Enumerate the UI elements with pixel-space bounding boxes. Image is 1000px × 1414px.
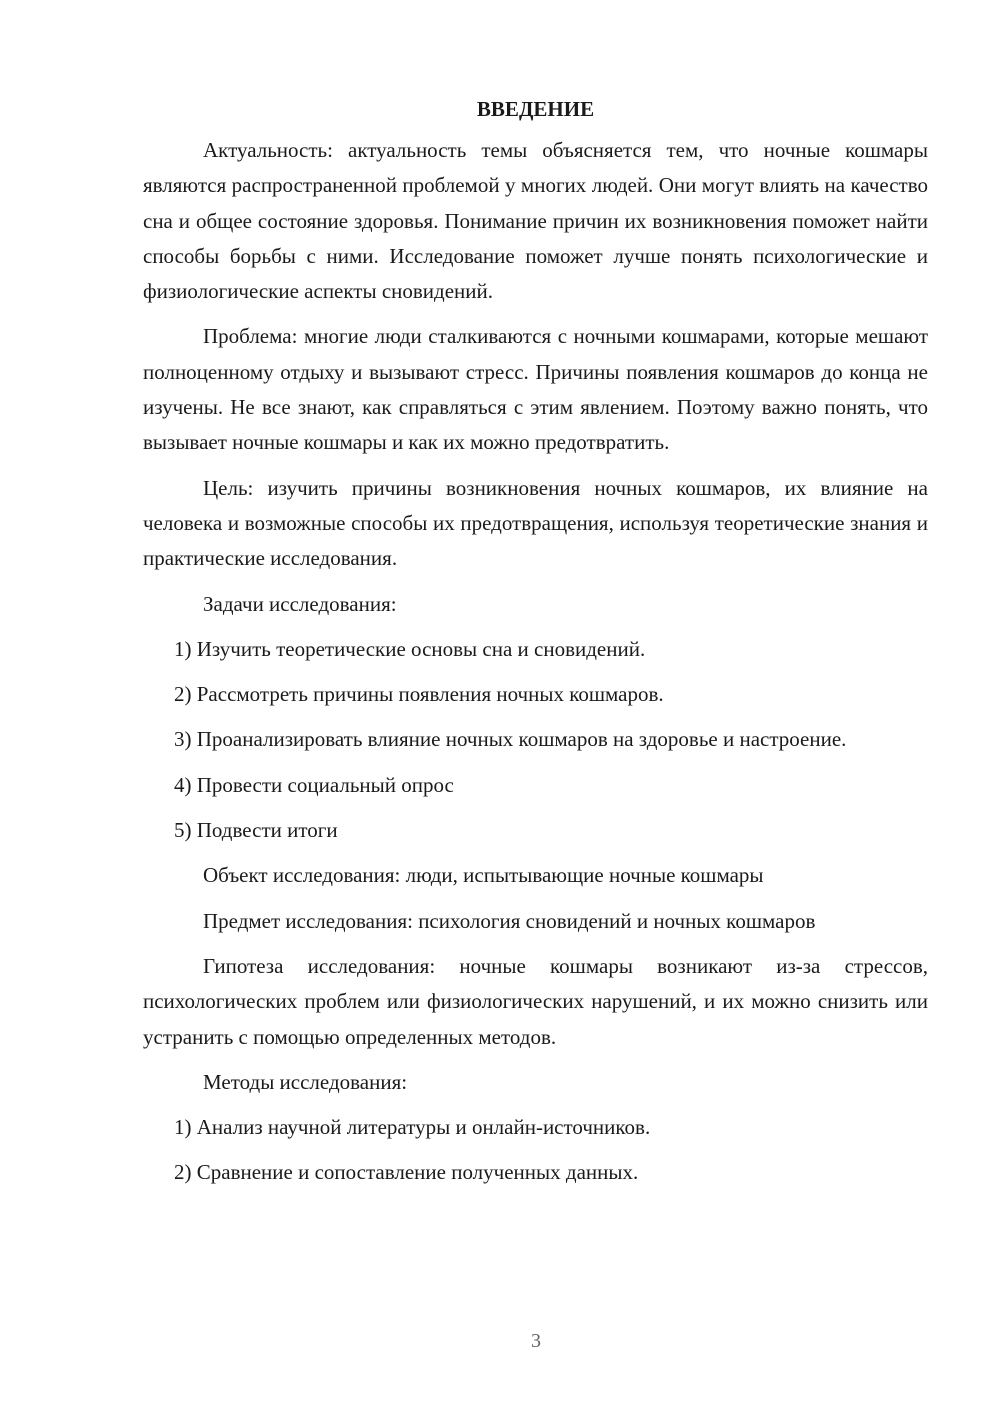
page-number: 3 [531,1330,541,1352]
research-subject: Предмет исследования: психология сновидений и ночных кошмаров [203,908,816,933]
tasks-heading: Задачи исследования: [203,591,397,616]
task-item-5: 5) Подвести итоги [174,818,338,843]
problem-paragraph: Проблема: многие люди сталкиваются с ночными кошмарами, которые мешают полноценному отдыху и вызывают стресс. Причины появления кошмаров до конца не изучены. Не все знают, как справляться с этим явлением. Поэтому важно понять, что вызывает ночные кошмары и как их можно предотвратить. [143,324,928,455]
task-item-2: 2) Рассмотреть причины появления ночных кошмаров. [174,682,664,707]
hypothesis-paragraph: Гипотеза исследования: ночные кошмары возникают из-за стрессов, психологических проблем или физиологических нарушений, и их можно снизить или устранить с помощью определенных методов. [143,953,928,1049]
task-item-3: 3) Проанализировать влияние ночных кошмаров на здоровье и настроение. [174,727,847,752]
method-item-1: 1) Анализ научной литературы и онлайн-источников. [174,1115,651,1140]
task-item-1: 1) Изучить теоретические основы сна и сновидений. [174,636,646,661]
goal-paragraph: Цель: изучить причины возникновения ночных кошмаров, их влияние на человека и возможные способы их предотвращения, используя теоретические знания и практические исследования. [143,475,928,571]
document-body [143,92,928,1201]
document-title: ВВЕДЕНИЕ [476,97,595,121]
research-object: Объект исследования: люди, испытывающие ночные кошмары [203,863,764,888]
task-item-4: 4) Провести социальный опрос [174,772,454,797]
method-item-2: 2) Сравнение и сопоставление полученных данных. [174,1160,639,1185]
methods-heading: Методы исследования: [203,1069,408,1094]
relevance-paragraph: Актуальность: актуальность темы объясняется тем, что ночные кошмары являются распространенной проблемой у многих людей. Они могут влиять на качество сна и общее состояние здоровья. Понимание причин их возникновения поможет найти способы борьбы с ними. Исследование поможет лучше понять психологические и физиологические аспекты сновидений. [143,138,928,304]
